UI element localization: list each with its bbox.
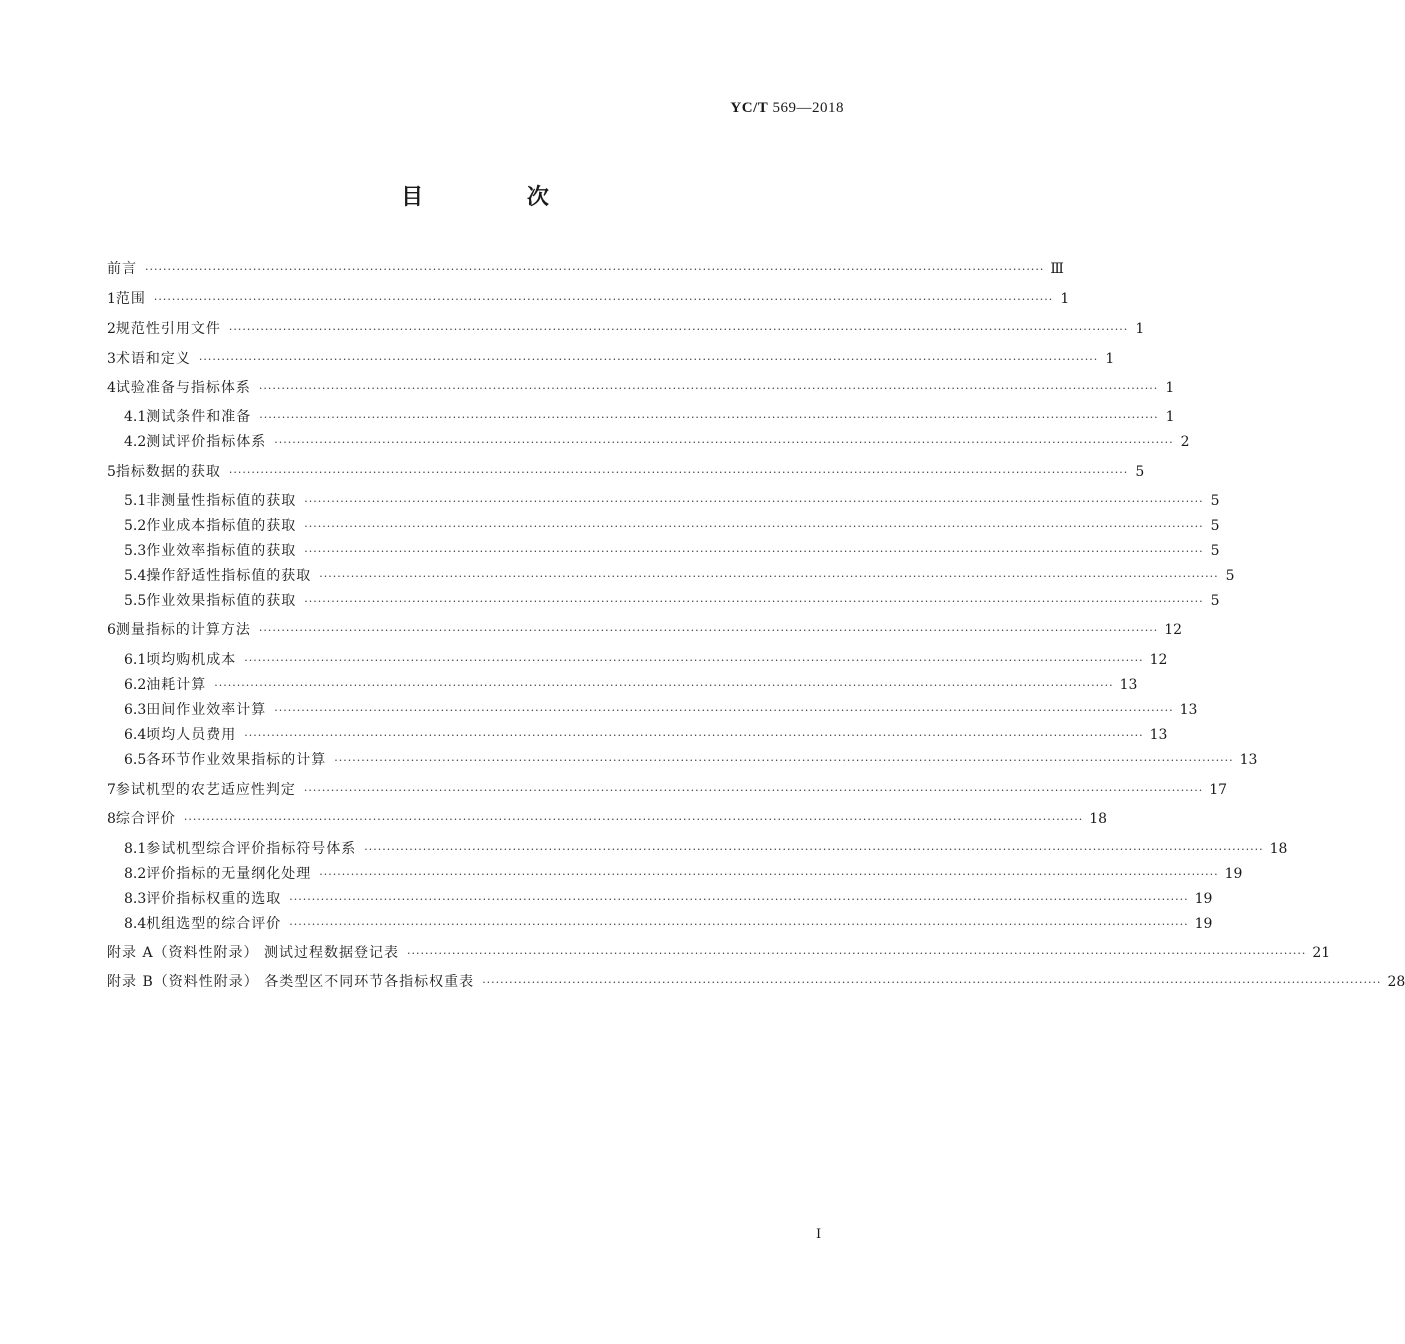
toc-dot-leader: ········································································································································································································ [258, 624, 1159, 637]
page-title: 目 次 [401, 184, 597, 210]
standard-code [730, 100, 844, 117]
toc-entry[interactable] [107, 749, 1258, 769]
toc-entry[interactable] [107, 565, 1235, 585]
toc-dot-leader: ········································································································································································································ [364, 843, 1264, 856]
toc-entry-label: 机组选型的综合评价 [146, 916, 282, 932]
toc-dot-leader: ········································································································································································································ [274, 436, 1174, 449]
toc-entry-label: 术语和定义 [115, 351, 191, 367]
toc-dot-leader: ········································································································································································································ [304, 520, 1204, 533]
toc-entry[interactable] [107, 515, 1220, 535]
toc-entry-number: 8.4 [124, 916, 147, 932]
toc-entry-page: 5 [1210, 593, 1220, 609]
toc-dot-leader: ········································································································································································································ [289, 893, 1189, 906]
toc-entry[interactable] [107, 590, 1220, 610]
toc-entry-number: 2 [107, 321, 116, 337]
toc-entry-page: 1 [1135, 321, 1145, 337]
toc-entry-label: 附录 B（资料性附录） 各类型区不同环节各指标权重表 [107, 974, 475, 990]
toc-entry-number: 8 [107, 811, 116, 827]
toc-entry-page: 5 [1210, 543, 1220, 559]
toc-entry-number: 8.1 [124, 841, 147, 857]
toc-entry-page: 13 [1239, 752, 1258, 768]
toc-entry[interactable] [107, 431, 1190, 451]
toc-entry-number: 6.4 [124, 727, 147, 743]
toc-entry-label: 顷均购机成本 [146, 652, 237, 668]
toc-entry-number: 3 [107, 351, 116, 367]
toc-entry-number: 5.3 [124, 543, 147, 559]
toc-dot-leader: ········································································································································································································ [334, 754, 1234, 767]
toc-dot-leader: ········································································································································································································ [214, 679, 1114, 692]
toc-entry-page: 1 [1165, 409, 1175, 425]
standard-code-number: 569—2018 [772, 100, 844, 116]
toc-entry-label: 非测量性指标值的获取 [146, 493, 297, 509]
toc-entry[interactable] [107, 348, 1115, 368]
toc-entry-label: 作业成本指标值的获取 [146, 518, 297, 534]
toc-entry-page: 13 [1119, 677, 1138, 693]
toc-entry-label: 规范性引用文件 [115, 321, 221, 337]
toc-entry-number: 5.2 [124, 518, 147, 534]
toc-entry-number: 6.3 [124, 702, 147, 718]
toc-dot-leader: ········································································································································································································ [228, 323, 1129, 336]
toc-entry-number: 5.4 [124, 568, 147, 584]
toc-entry-page: 5 [1135, 464, 1145, 480]
toc-entry-page: 2 [1180, 434, 1190, 450]
toc-entry-label: 操作舒适性指标值的获取 [146, 568, 312, 584]
toc-entry-label: 参试机型的农艺适应性判定 [115, 782, 296, 798]
toc-dot-leader: ········································································································································································································ [198, 353, 1099, 366]
toc-entry-label: 测量指标的计算方法 [115, 622, 251, 638]
toc-entry-page: 5 [1225, 568, 1235, 584]
toc-dot-leader: ········································································································································································································ [319, 570, 1219, 583]
toc-dot-leader: ········································································································································································································ [289, 918, 1189, 931]
toc-entry-number: 4.2 [124, 434, 147, 450]
toc-dot-leader: ········································································································································································································ [482, 976, 1382, 989]
toc-entry-page: 12 [1149, 652, 1168, 668]
toc-entry[interactable] [107, 318, 1145, 338]
toc-dot-leader: ········································································································································································································ [304, 495, 1204, 508]
toc-entry-label: 测试评价指标体系 [146, 434, 267, 450]
toc-entry-number: 7 [107, 782, 116, 798]
toc-entry-number: 4.1 [124, 409, 147, 425]
toc-entry-label: 顷均人员费用 [146, 727, 237, 743]
toc-entry[interactable] [107, 377, 1175, 397]
toc-dot-leader: ········································································································································································································ [244, 654, 1144, 667]
toc-entry-page: 13 [1179, 702, 1198, 718]
toc-entry-page: 28 [1387, 974, 1405, 990]
toc-dot-leader: ········································································································································································································ [259, 411, 1159, 424]
toc-entry-number: 6.1 [124, 652, 147, 668]
toc-dot-leader: ········································································································································································································ [258, 382, 1159, 395]
toc-entry[interactable] [107, 971, 1405, 991]
toc-entry-number: 6.2 [124, 677, 147, 693]
toc-entry-label: 评价指标的无量纲化处理 [146, 866, 312, 882]
toc-dot-leader: ········································································································································································································ [303, 784, 1204, 797]
toc-entry[interactable] [107, 674, 1138, 694]
toc-entry-label: 油耗计算 [146, 677, 207, 693]
toc-entry-label: 各环节作业效果指标的计算 [146, 752, 327, 768]
page-number: Ⅰ [816, 1226, 822, 1241]
toc-entry[interactable] [107, 838, 1288, 858]
toc-dot-leader: ········································································································································································································ [407, 947, 1307, 960]
toc-dot-leader: ········································································································································································································ [145, 263, 1045, 276]
toc-entry-page: 13 [1149, 727, 1168, 743]
toc-dot-leader: ········································································································································································································ [228, 466, 1129, 479]
toc-entry-label: 评价指标权重的选取 [146, 891, 282, 907]
toc-dot-leader: ········································································································································································································ [244, 729, 1144, 742]
toc-entry-page: 1 [1105, 351, 1115, 367]
toc-entry-label: 试验准备与指标体系 [115, 380, 251, 396]
toc-entry[interactable] [107, 724, 1168, 744]
toc-dot-leader: ········································································································································································································ [319, 868, 1219, 881]
toc-entry-page: 19 [1194, 916, 1213, 932]
toc-entry-page: 12 [1164, 622, 1183, 638]
toc-entry-number: 6 [107, 622, 116, 638]
toc-entry-page: 18 [1269, 841, 1288, 857]
toc-entry-number: 4 [107, 380, 116, 396]
toc-entry[interactable] [107, 699, 1198, 719]
toc-entry-number: 5.5 [124, 593, 147, 609]
toc-entry-page: Ⅲ [1050, 261, 1064, 277]
toc-entry-number: 6.5 [124, 752, 147, 768]
toc-entry[interactable] [107, 406, 1175, 426]
toc-entry-label: 作业效率指标值的获取 [146, 543, 297, 559]
toc-entry-label: 前言 [107, 261, 137, 277]
standard-code-prefix: YC/T [730, 100, 769, 116]
toc-entry-label: 作业效果指标值的获取 [146, 593, 297, 609]
toc-entry-label: 综合评价 [115, 811, 176, 827]
toc-entry-label: 范围 [115, 291, 146, 307]
toc-dot-leader: ········································································································································································································ [274, 704, 1174, 717]
toc-entry-page: 17 [1209, 782, 1228, 798]
toc-entry-label: 测试条件和准备 [146, 409, 252, 425]
toc-entry[interactable] [107, 490, 1220, 510]
toc-entry-number: 8.3 [124, 891, 147, 907]
toc-entry-page: 5 [1210, 518, 1220, 534]
toc-entry-label: 参试机型综合评价指标符号体系 [146, 841, 357, 857]
toc-entry-number: 8.2 [124, 866, 147, 882]
toc-entry[interactable] [107, 461, 1145, 481]
toc-entry[interactable] [107, 942, 1331, 962]
toc-entry[interactable] [107, 258, 1064, 278]
toc-entry-page: 1 [1060, 291, 1070, 307]
toc-entry-page: 18 [1089, 811, 1108, 827]
toc-entry-page: 21 [1312, 945, 1331, 961]
toc-entry[interactable] [107, 779, 1228, 799]
toc-entry[interactable] [107, 649, 1168, 669]
toc-entry[interactable] [107, 288, 1070, 308]
toc-entry-label: 指标数据的获取 [115, 464, 221, 480]
toc-dot-leader: ········································································································································································································ [153, 293, 1054, 306]
toc-entry[interactable] [107, 913, 1213, 933]
toc-entry-number: 1 [107, 291, 116, 307]
toc-dot-leader: ········································································································································································································ [183, 813, 1084, 826]
toc-entry[interactable] [107, 888, 1213, 908]
toc-entry-page: 19 [1224, 866, 1243, 882]
toc-entry-number: 5.1 [124, 493, 147, 509]
toc-entry[interactable] [107, 619, 1183, 639]
toc-entry-label: 田间作业效率计算 [146, 702, 267, 718]
toc-entry-number: 5 [107, 464, 116, 480]
toc-entry-page: 5 [1210, 493, 1220, 509]
toc-dot-leader: ········································································································································································································ [304, 595, 1204, 608]
toc-entry[interactable] [107, 863, 1243, 883]
toc-dot-leader: ········································································································································································································ [304, 545, 1204, 558]
toc-entry[interactable] [107, 808, 1108, 828]
toc-entry-page: 19 [1194, 891, 1213, 907]
toc-entry[interactable] [107, 540, 1220, 560]
toc-entry-page: 1 [1165, 380, 1175, 396]
toc-entry-label: 附录 A（资料性附录） 测试过程数据登记表 [107, 945, 400, 961]
